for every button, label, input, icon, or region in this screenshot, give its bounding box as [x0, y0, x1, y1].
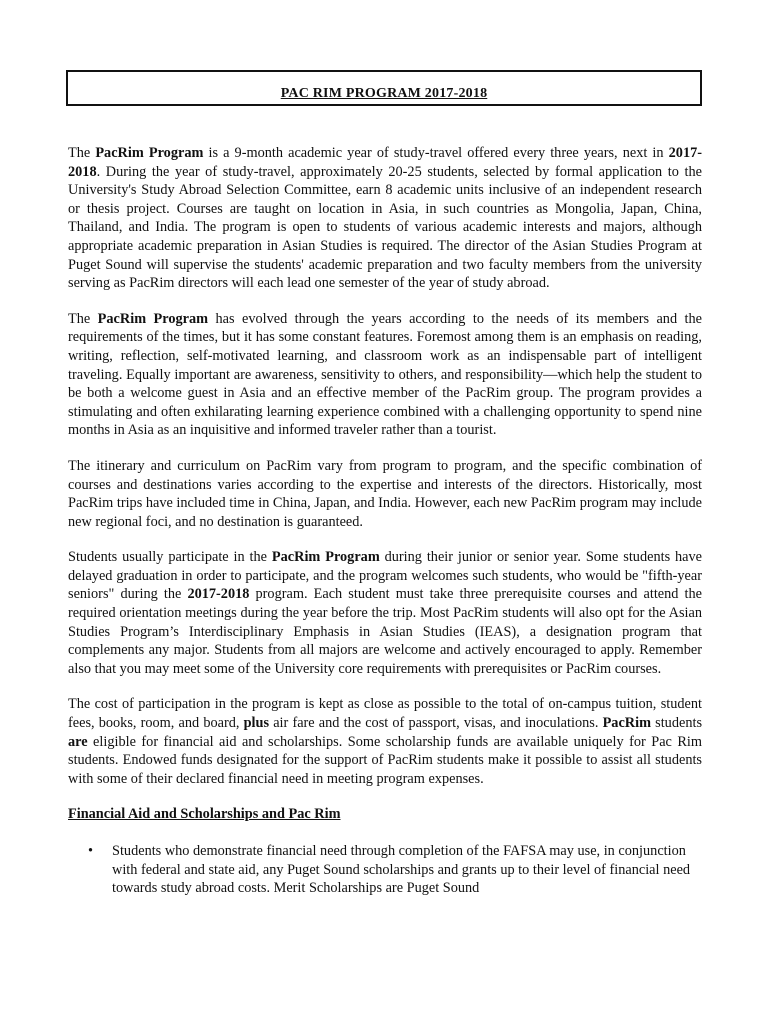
text-run: air fare and the cost of passport, visas, and inoculations.: [269, 715, 603, 732]
bold-text: are: [68, 733, 88, 750]
bold-text: plus: [243, 715, 270, 732]
text-run: Students usually participate in the: [68, 549, 272, 566]
text-run: eligible for financial aid and scholarships. Some scholarship funds are available uniquely for Pac Rim students. Endowed funds designated for the support of PacRim students make it possible to assist all students with some of their declared financial need in meeting program expenses.: [68, 733, 702, 787]
paragraph-list: [68, 144, 702, 788]
text-run: students: [651, 715, 703, 732]
bullet-text: Students who demonstrate financial need through completion of the FAFSA may use, in conjunction with federal and state aid, any Puget Sound scholarships and grants up to their level of financial need towards study abroad costs. Merit Scholarships are Puget Sound: [112, 843, 691, 897]
body-paragraph: [68, 695, 702, 788]
bullet-item: [68, 842, 702, 898]
bullet-marker: •: [88, 843, 94, 859]
text-run: The cost of participation in the program is kept as close as possible to the total of on-campus tuition, student fees, books, room, and board,: [68, 696, 702, 732]
body-paragraph: [68, 310, 702, 440]
text-run: The: [68, 145, 96, 161]
bold-text: 2017-2018: [68, 145, 702, 180]
text-run: program. Each student must take three prerequisite courses and attend the required orientation meetings during the year before the trip. Most PacRim students will also opt for the Asian Studies Program’s Interdisciplinary Emphasis in Asian Studies (IEAS), a designation program that complements any major. Students from all majors are welcome and actively encouraged to apply. Remember also that you may meet some of the University core requirements with prerequisites or PacRim courses.: [68, 586, 703, 677]
body-paragraph: [68, 144, 702, 293]
text-run: . During the year of study-travel, approximately 20-25 students, selected by formal application to the University's Study Abroad Selection Committee, earn 8 academic units inclusive of an independent research or thesis project. Courses are taught on location in Asia, in such countries as Mongolia, Japan, China, Thailand, and India. The program is open to students of various academic interests and majors, although appropriate academic preparation in Asian Studies is required. The director of the Asian Studies Program at Puget Sound will supervise the students' academic preparation and two faculty members from the university serving as PacRim directors will each lead one semester of the year of study abroad.: [68, 163, 702, 292]
bold-text: 2017-2018: [187, 586, 250, 603]
text-run: The itinerary and curriculum on PacRim vary from program to program, and the specific combination of courses and destinations varies according to the expertise and interests of the directors. Historically, most PacRim trips have included time in China, Japan, and India. However, each new PacRim program may include new regional foci, and no destination is guaranteed.: [68, 457, 702, 530]
bold-text: PacRim Program: [95, 145, 204, 161]
document-body: [68, 144, 702, 898]
financial-aid-heading: Financial Aid and Scholarships and Pac Rim: [68, 806, 341, 823]
bold-text: PacRim: [602, 715, 651, 732]
text-run: The: [68, 310, 98, 327]
page-title: PAC RIM PROGRAM 2017-2018: [280, 86, 488, 101]
text-run: has evolved through the years according to the needs of its members and the requirements of the times, but it has some constant features. Foremost among them is an emphasis on reading, writing, reflection, self-motivated learning, and classroom work as an indispensable part of intelligent traveling. Equally important are awareness, sensitivity to others, and responsibility—which help the student to be both a welcome guest in Asia and an effective member of the PacRim group. The program provides a stimulating and often exhilarating learning experience combined with a challenging opportunity to spend nine months in Asia as an inquisitive and informed traveler rather than a tourist.: [68, 310, 702, 439]
text-run: is a 9-month academic year of study-travel offered every three years, next in: [203, 145, 669, 161]
title-box: [66, 70, 702, 106]
text-run: during their junior or senior year. Some students have delayed graduation in order to participate, and the program welcomes such students, who would be "fifth-year seniors" during the: [68, 549, 703, 603]
bold-text: PacRim Program: [97, 310, 209, 327]
body-paragraph: [68, 457, 702, 531]
bullet-list: [68, 842, 702, 898]
bold-text: PacRim Program: [271, 549, 380, 566]
body-paragraph: [68, 548, 702, 678]
